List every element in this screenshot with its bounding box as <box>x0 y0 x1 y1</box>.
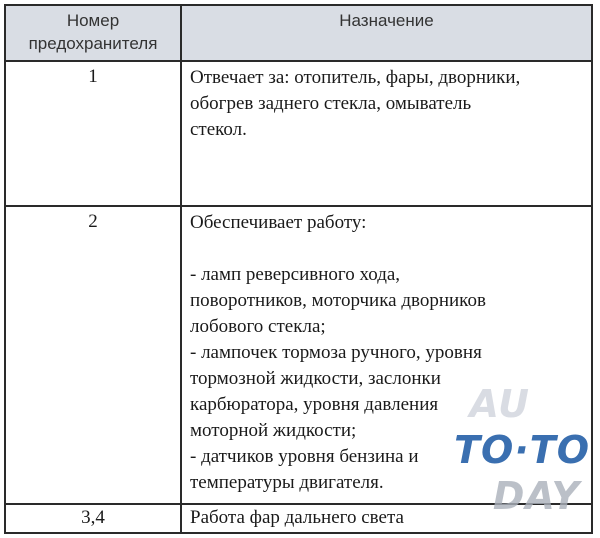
purpose-line: - датчиков уровня бензина и <box>190 446 419 467</box>
purpose-line: лобового стекла; <box>190 316 326 337</box>
purpose-line: Обеспечивает работу: <box>190 212 367 233</box>
header-fuse-number <box>6 6 182 60</box>
watermark-line3: DAY <box>492 474 580 518</box>
table-header <box>6 6 591 62</box>
header-purpose: Назначение <box>339 11 434 30</box>
purpose-line: Работа фар дальнего света <box>190 507 404 528</box>
table-row <box>6 505 591 532</box>
purpose-line: - ламп реверсивного хода, <box>190 264 401 285</box>
fuse-number: 2 <box>6 207 182 503</box>
header-fuse-number-line1: Номер <box>66 11 120 30</box>
purpose-line: моторной жидкости; <box>190 420 357 441</box>
purpose-line: карбюратора, уровня давления <box>190 394 439 415</box>
watermark-line2: TO·TO <box>454 428 590 472</box>
table-row <box>6 62 591 207</box>
purpose-line: температуры двигателя. <box>190 472 384 493</box>
watermark-line1: AU <box>469 382 530 426</box>
purpose-line: - лампочек тормоза ручного, уровня <box>190 342 482 363</box>
fuse-purpose <box>182 62 591 205</box>
fuse-number: 1 <box>6 62 182 205</box>
fuse-purpose <box>182 505 591 532</box>
fuse-purpose <box>182 207 591 503</box>
fuse-table <box>4 4 593 534</box>
table-row <box>6 207 591 505</box>
purpose-line: поворотников, моторчика дворников <box>190 290 486 311</box>
fuse-number: 3,4 <box>6 505 182 532</box>
purpose-line: стекол. <box>190 119 247 140</box>
purpose-line-blank <box>190 236 591 262</box>
purpose-line: обогрев заднего стекла, омыватель <box>190 93 472 114</box>
purpose-line: Отвечает за: отопитель, фары, дворники, <box>190 67 521 88</box>
purpose-line: тормозной жидкости, заслонки <box>190 368 441 389</box>
header-fuse-number-line2: предохранителя <box>28 34 158 53</box>
